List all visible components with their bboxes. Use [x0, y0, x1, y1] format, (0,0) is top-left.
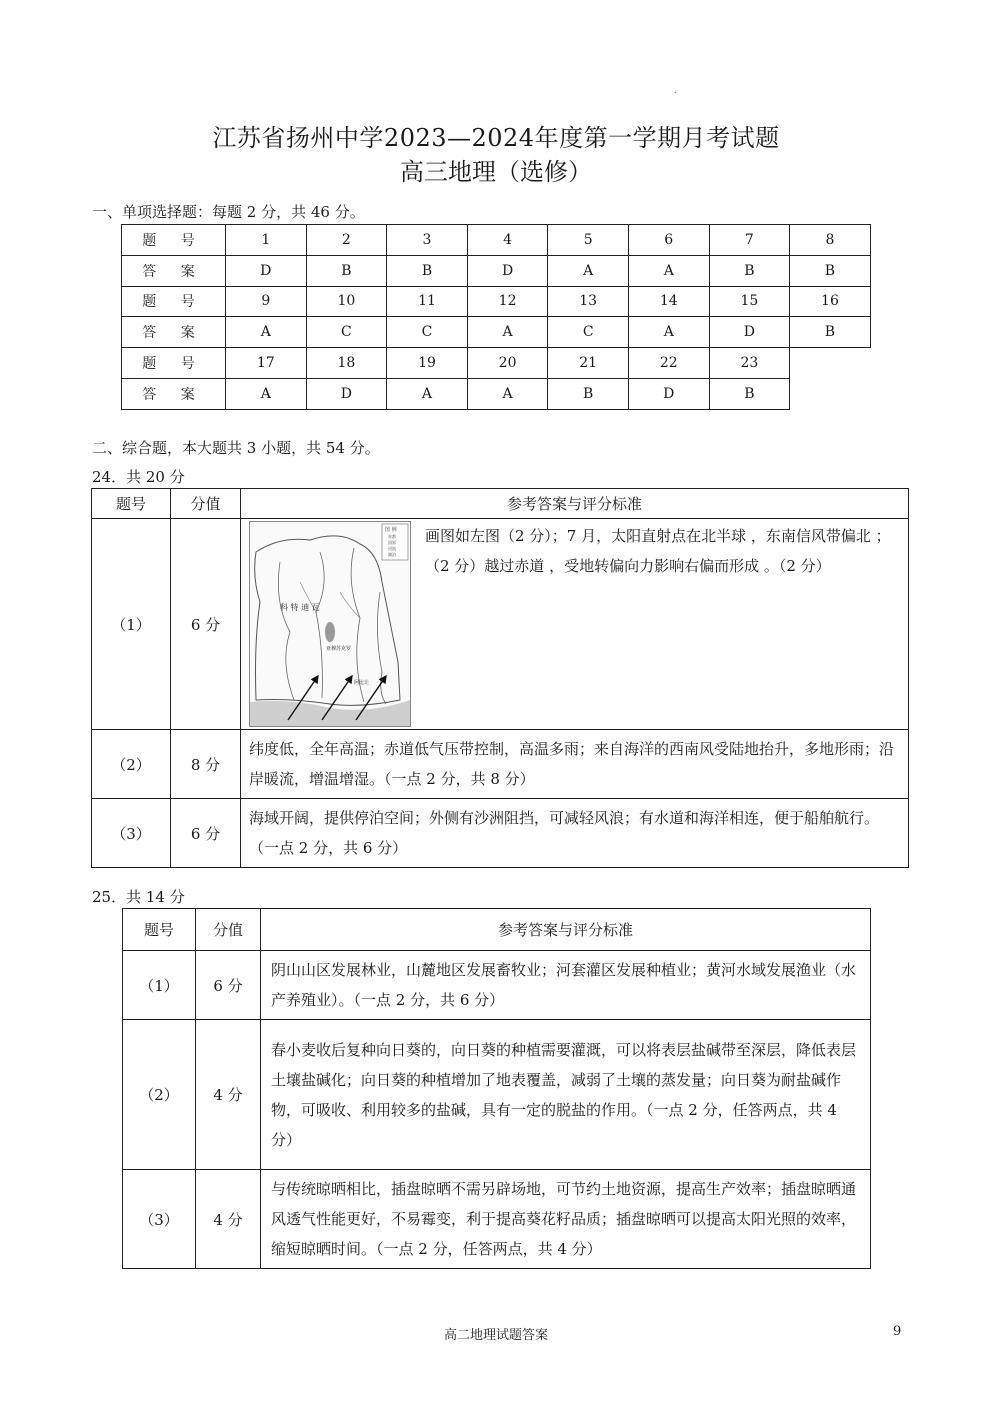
row-score: 6 分 [171, 519, 241, 730]
row-score: 8 分 [171, 730, 241, 799]
answer-cell: B [306, 255, 387, 286]
question-number-row [122, 225, 871, 256]
part2-heading: 二、综合题，本大题共 3 小题，共 54 分。 [92, 439, 380, 457]
col-answer-header: 参考答案与评分标准 [241, 489, 909, 519]
col-no-header: 题号 [92, 489, 171, 519]
table-row [92, 730, 909, 799]
answer-cell: C [387, 317, 468, 348]
question-number-cell: 6 [628, 225, 709, 256]
row-answer: 春小麦收后复种向日葵的，向日葵的种植需要灌溉，可以将表层盐碱带至深层，降低表层土壤盐碱化；向日葵的种植增加了地表覆盖，减弱了土壤的蒸发量；向日葵为耐盐碱作物，可吸收、利用较多的盐碱，具有一定的脱盐的作用。（一点 2 分，任答两点，共 4 分） [261, 1020, 871, 1170]
footer-text: 高二地理试题答案 [443, 1328, 548, 1343]
answer-cell: D [709, 317, 790, 348]
row-no: （1） [92, 519, 171, 730]
answer-cell: B [709, 378, 790, 409]
answer-row [122, 317, 871, 348]
row-answer: 海域开阔，提供停泊空间；外侧有沙洲阻挡，可减轻风浪；有水道和海洋相连，便于船舶航行。（一点 2 分，共 6 分） [241, 799, 909, 868]
question-number-cell: 1 [226, 225, 307, 256]
answer-cell: B [790, 255, 871, 286]
answer-label: 答 案 [122, 255, 226, 286]
row-score: 6 分 [171, 799, 241, 868]
col-answer-header: 参考答案与评分标准 [261, 909, 871, 951]
page-number: 9 [893, 1324, 902, 1339]
question-number-cell: 14 [628, 286, 709, 317]
question-label: 题 号 [122, 286, 226, 317]
question-number-cell: 4 [467, 225, 548, 256]
row-answer: 阴山山区发展林业，山麓地区发展畜牧业；河套灌区发展种植业；黄河水域发展渔业（水产养殖业）。（一点 2 分，共 6 分） [261, 951, 871, 1020]
row-score: 4 分 [196, 1170, 261, 1269]
table-row [92, 519, 909, 730]
question-number-cell: 18 [306, 348, 387, 379]
answer-cell: D [306, 378, 387, 409]
answer-cell: B [790, 317, 871, 348]
question-number-cell: 20 [467, 348, 548, 379]
legend-river: 河流 [388, 546, 396, 551]
question-number-cell: 2 [306, 225, 387, 256]
table-row [123, 1170, 871, 1269]
row-no: （2） [123, 1020, 196, 1170]
row-no: （3） [123, 1170, 196, 1269]
answer-cell: B [387, 255, 468, 286]
answer-cell: D [467, 255, 548, 286]
answer-cell: A [628, 317, 709, 348]
row-answer: 与传统晾晒相比，插盘晾晒不需另辟场地，可节约土地资源，提高生产效率；插盘晾晒通风透气性能更好，不易霉变，利于提高葵花籽品质；插盘晾晒可以提高太阳光照的效率，缩短晾晒时间。（一点 2 分，任答两点，共 4 分） [261, 1170, 871, 1269]
answer-cell: D [226, 255, 307, 286]
row-no: （1） [123, 951, 196, 1020]
answer-row [122, 255, 871, 286]
q25-header-row [123, 909, 871, 951]
question-number-cell: 10 [306, 286, 387, 317]
map-label-capital: 亚穆苏克罗 [326, 646, 352, 652]
empty-cell [790, 348, 871, 379]
question-number-row [122, 348, 871, 379]
answer-cell: C [548, 317, 629, 348]
question-number-cell: 5 [548, 225, 629, 256]
answer-cell: A [226, 317, 307, 348]
map-image [249, 521, 411, 727]
answer-cell: A [548, 255, 629, 286]
table-row [92, 799, 909, 868]
question-number-cell: 15 [709, 286, 790, 317]
q24-table [91, 488, 909, 868]
stray-mark: . [674, 86, 677, 95]
legend-border: 国界 [388, 540, 396, 545]
q24-header-row [92, 489, 909, 519]
legend-title: 图 例 [385, 527, 397, 533]
answer-cell: A [226, 378, 307, 409]
question-number-cell: 22 [628, 348, 709, 379]
row-no: （3） [92, 799, 171, 868]
empty-cell [790, 378, 871, 409]
map-label-city: 阿比让 [354, 680, 370, 686]
map-label-country: 科 特 迪 瓦 [280, 603, 320, 612]
answer-row [122, 378, 871, 409]
page-title: 江苏省扬州中学2023—2024年度第一学期月考试题 [212, 124, 780, 152]
question-number-cell: 17 [226, 348, 307, 379]
row-score: 4 分 [196, 1020, 261, 1170]
answer-cell: C [306, 317, 387, 348]
question-number-cell: 19 [387, 348, 468, 379]
answer-cell: A [467, 378, 548, 409]
question-number-cell: 16 [790, 286, 871, 317]
part1-heading: 一、单项选择题：每题 2 分，共 46 分。 [92, 203, 365, 221]
answer-cell: A [387, 378, 468, 409]
question-number-cell: 9 [226, 286, 307, 317]
question-label: 题 号 [122, 348, 226, 379]
question-number-cell: 3 [387, 225, 468, 256]
question-number-cell: 21 [548, 348, 629, 379]
answer-label: 答 案 [122, 317, 226, 348]
answer-cell: B [548, 378, 629, 409]
legend-lake: 湖泊 [388, 552, 396, 557]
question-number-cell: 11 [387, 286, 468, 317]
question-number-cell: 13 [548, 286, 629, 317]
q24-heading: 24．共 20 分 [92, 468, 185, 486]
answer-grid [121, 224, 871, 410]
row-answer: 纬度低，全年高温；赤道低气压带控制，高温多雨；来自海洋的西南风受陆地抬升，多地形雨；沿岸暖流，增温增湿。（一点 2 分，共 8 分） [241, 730, 909, 799]
legend-capital: 首都 [388, 534, 396, 539]
question-number-row [122, 286, 871, 317]
question-number-cell: 12 [467, 286, 548, 317]
row-answer: 画图如左图（2 分）；7 月，太阳直射点在北半球 ，东南信风带偏北 ；（2 分）越过赤道 ，受地转偏向力影响右偏而形成 。（2 分） [425, 527, 891, 575]
col-no-header: 题号 [123, 909, 196, 951]
question-number-cell: 8 [790, 225, 871, 256]
page-subtitle: 高三地理（选修） [400, 158, 592, 186]
col-score-header: 分值 [196, 909, 261, 951]
answer-cell: A [467, 317, 548, 348]
table-row [123, 951, 871, 1020]
q25-heading: 25．共 14 分 [92, 888, 185, 906]
answer-cell: D [628, 378, 709, 409]
question-label: 题 号 [122, 225, 226, 256]
answer-label: 答 案 [122, 378, 226, 409]
answer-cell: B [709, 255, 790, 286]
table-row [123, 1020, 871, 1170]
row-no: （2） [92, 730, 171, 799]
question-number-cell: 23 [709, 348, 790, 379]
question-number-cell: 7 [709, 225, 790, 256]
q25-table [122, 908, 871, 1269]
answer-cell: A [628, 255, 709, 286]
col-score-header: 分值 [171, 489, 241, 519]
row-score: 6 分 [196, 951, 261, 1020]
